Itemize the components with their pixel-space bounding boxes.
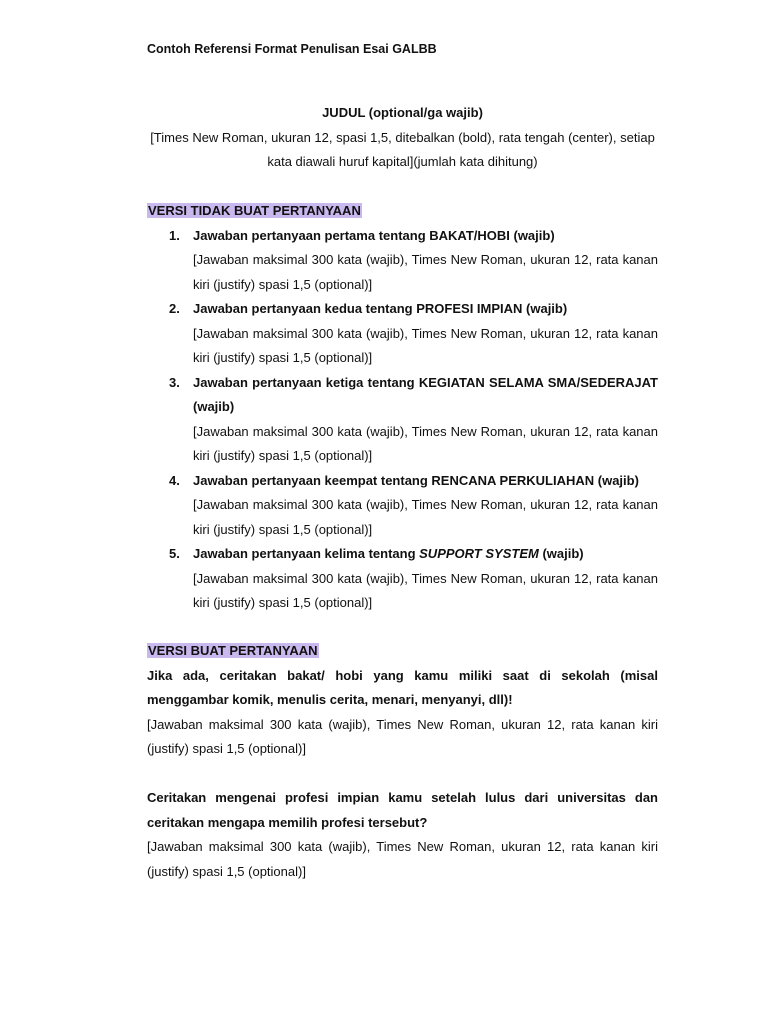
list-item [147, 469, 658, 543]
document-header: Contoh Referensi Format Penulisan Esai GALBB [147, 42, 437, 56]
item-number: 4. [169, 472, 180, 488]
item-answer: [Jawaban maksimal 300 kata (wajib), Times New Roman, ukuran 12, rata kanan kiri (justify) spasi 1,5 (optional)] [193, 325, 658, 365]
question-text-after: (wajib) [538, 546, 584, 561]
item-answer: [Jawaban maksimal 300 kata (wajib), Times New Roman, ukuran 12, rata kanan kiri (justify) spasi 1,5 (optional)] [193, 570, 658, 610]
title-block [140, 101, 665, 175]
item-answer: [Jawaban maksimal 300 kata (wajib), Times New Roman, ukuran 12, rata kanan kiri (justify) spasi 1,5 (optional)] [193, 423, 658, 463]
question-text-italic: SUPPORT SYSTEM [419, 546, 539, 561]
item-number: 2. [169, 301, 180, 316]
item-question [193, 542, 658, 567]
list-item [147, 371, 658, 469]
item-question: Jawaban pertanyaan ketiga tentang KEGIATAN SELAMA SMA/SEDERAJAT (wajib) [193, 374, 658, 414]
essay-question: Jika ada, ceritakan bakat/ hobi yang kamu miliki saat di sekolah (misal menggambar komik, menulis cerita, menari, menyanyi, dll)! [147, 667, 658, 707]
answer-list [147, 224, 658, 616]
item-question: Jawaban pertanyaan keempat tentang RENCANA PERKULIAHAN (wajib) [193, 472, 639, 488]
section1-heading: VERSI TIDAK BUAT PERTANYAAN [148, 203, 361, 218]
section-with-questions [147, 639, 658, 884]
section2-heading: VERSI BUAT PERTANYAAN [148, 643, 318, 658]
item-number: 1. [169, 227, 180, 243]
section-no-questions [147, 199, 658, 616]
item-question: Jawaban pertanyaan kedua tentang PROFESI IMPIAN (wajib) [193, 301, 568, 316]
essay-answer: [Jawaban maksimal 300 kata (wajib), Times New Roman, ukuran 12, rata kanan kiri (justify) spasi 1,5 (optional)] [147, 716, 658, 756]
list-item [147, 542, 658, 616]
title-heading: JUDUL (optional/ga wajib) [322, 105, 483, 120]
list-item [147, 297, 658, 371]
title-note: [Times New Roman, ukuran 12, spasi 1,5, ditebalkan (bold), rata tengah (center), setiap kata diawali huruf kapital](jumlah kata dihitung) [150, 129, 655, 169]
item-answer: [Jawaban maksimal 300 kata (wajib), Times New Roman, ukuran 12, rata kanan kiri (justify) spasi 1,5 (optional)] [193, 252, 658, 292]
essay-answer: [Jawaban maksimal 300 kata (wajib), Times New Roman, ukuran 12, rata kanan kiri (justify) spasi 1,5 (optional)] [147, 839, 658, 879]
list-item [147, 224, 658, 298]
item-answer: [Jawaban maksimal 300 kata (wajib), Times New Roman, ukuran 12, rata kanan kiri (justify) spasi 1,5 (optional)] [193, 497, 658, 537]
question-text-before: Jawaban pertanyaan kelima tentang [193, 546, 420, 561]
item-number: 5. [169, 546, 180, 561]
essay-question: Ceritakan mengenai profesi impian kamu setelah lulus dari universitas dan ceritakan mengapa memilih profesi tersebut? [147, 790, 658, 830]
item-question: Jawaban pertanyaan pertama tentang BAKAT/HOBI (wajib) [193, 227, 555, 243]
item-number: 3. [169, 374, 180, 390]
